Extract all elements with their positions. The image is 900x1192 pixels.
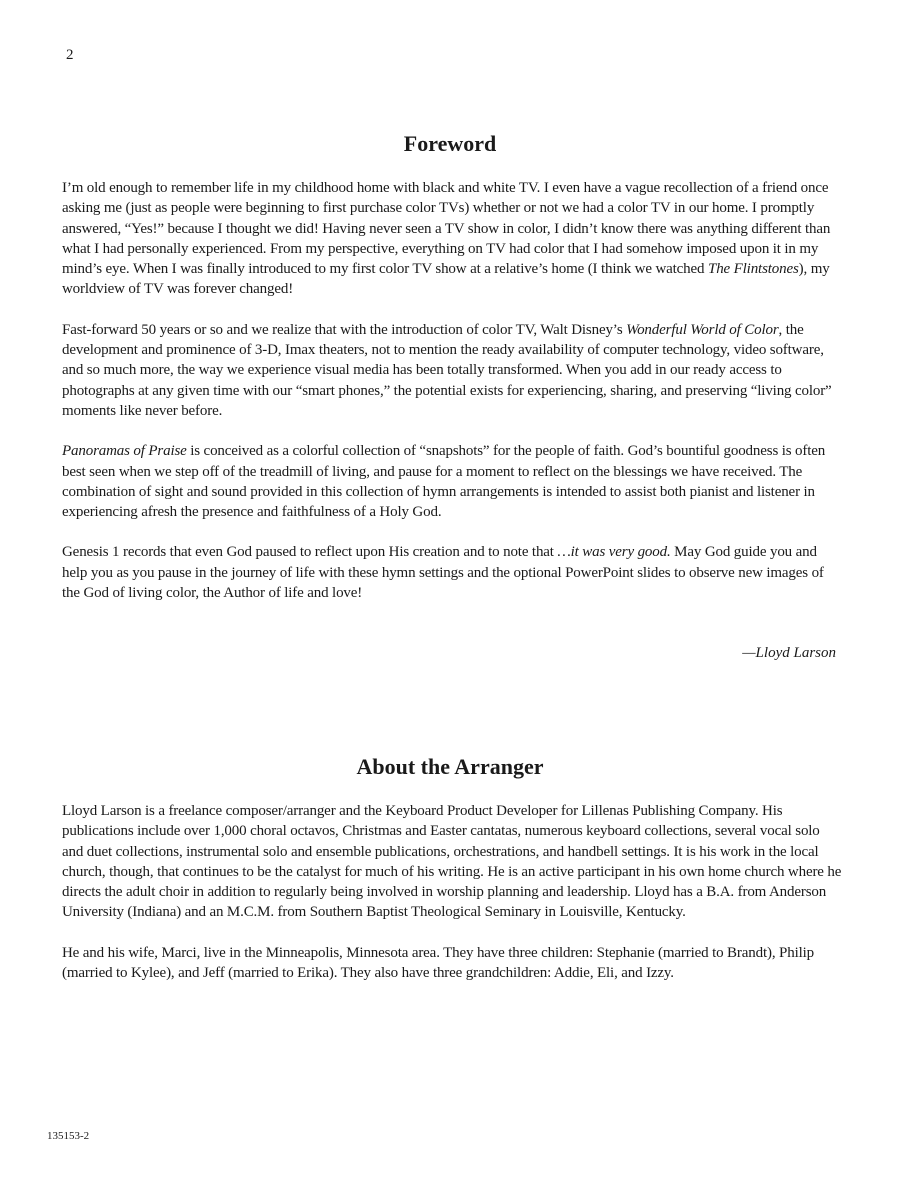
foreword-paragraph-3 [62,441,842,522]
foreword-p2-text: Fast-forward 50 years or so and we realize that with the introduction of color TV, Walt Disney’s [62,321,627,338]
arranger-body [62,801,842,1003]
page-number: 2 [66,47,74,63]
foreword-paragraph-4 [62,542,842,603]
arranger-title: About the Arranger [356,754,544,779]
foreword-body [62,178,842,623]
foreword-p4-text: Genesis 1 records that even God paused to reflect upon His creation and to note that [62,544,558,561]
foreword-title: Foreword [403,131,497,156]
foreword-p2-end: , the development and prominence of 3-D, Imax theaters, not to mention the ready availability of computer technology, video software, and so much more, the way we experience visual media has been totally transformed. When you add in our ready access to photographs at any given time with our “smart phones,” the potential exists for experiencing, sharing, and preserving “living color” moments like never before. [62,321,832,419]
genesis-quote: …it was very good. [557,544,671,561]
foreword-paragraph-2 [62,320,842,421]
wonderful-world-title: Wonderful World of Color [626,321,779,338]
arranger-paragraph-1: Lloyd Larson is a freelance composer/arranger and the Keyboard Product Developer for Lillenas Publishing Company. His publications include over 1,000 choral octavos, Christmas and Easter cantatas, numerous keyboard collections, several vocal solo and duet collections, instrumental solo and ensemble publications, orchestrations, and handbell settings. It is his work in the local church, though, that continues to be the catalyst for much of his writing. He is an active participant in his own home church where he directs the adult choir in addition to regularly being involved in worship planning and leadership. Lloyd has a B.A. from Anderson University (Indiana) and an M.C.M. from Southern Baptist Theological Seminary in Louisville, Kentucky. [62,803,842,921]
foreword-signature: —Lloyd Larson [742,645,836,661]
foreword-p3-text: is conceived as a colorful collection of “snapshots” for the people of faith. God’s bountiful goodness is often best seen when we step off of the treadmill of living, and pause for a moment to reflect on the blessings we have received. The combination of sight and sound provided in this collection of hymn arrangements is intended to assist both pianist and listener in experiencing afresh the presence and faithfulness of a Holy God. [62,443,826,521]
foreword-p4-end: May God guide you and help you as you pause in the journey of life with these hymn settings and the optional PowerPoint slides to observe new images of the God of living color, the Author of life and love! [62,544,824,602]
arranger-paragraph-2: He and his wife, Marci, live in the Minneapolis, Minnesota area. They have three children: Stephanie (married to Brandt), Philip (married to Kylee), and Jeff (married to Erika). They also have three grandchildren: Addie, Eli, and Izzy. [62,944,814,982]
foreword-p1-end: ), my worldview of TV was forever changed! [62,261,830,298]
flintstones-title: The Flintstones [708,261,799,278]
foreword-p1-text: I’m old enough to remember life in my childhood home with black and white TV. I even have a vague recollection of a friend once asking me (just as people were beginning to first purchase color TVs) whether or not we had a color TV in our home. I promptly answered, “Yes!” because I thought we did! Having never seen a TV show in color, I didn’t know there was anything different than what I had personally experienced. From my perspective, everything on TV had color that I had somehow imposed upon it in my mind’s eye. When I was finally introduced to my first color TV show at a relative’s home (I think we watched [62,180,831,278]
foreword-paragraph-1 [62,178,842,300]
catalog-code: 135153-2 [47,1130,90,1142]
panoramas-title: Panoramas of Praise [62,443,187,460]
